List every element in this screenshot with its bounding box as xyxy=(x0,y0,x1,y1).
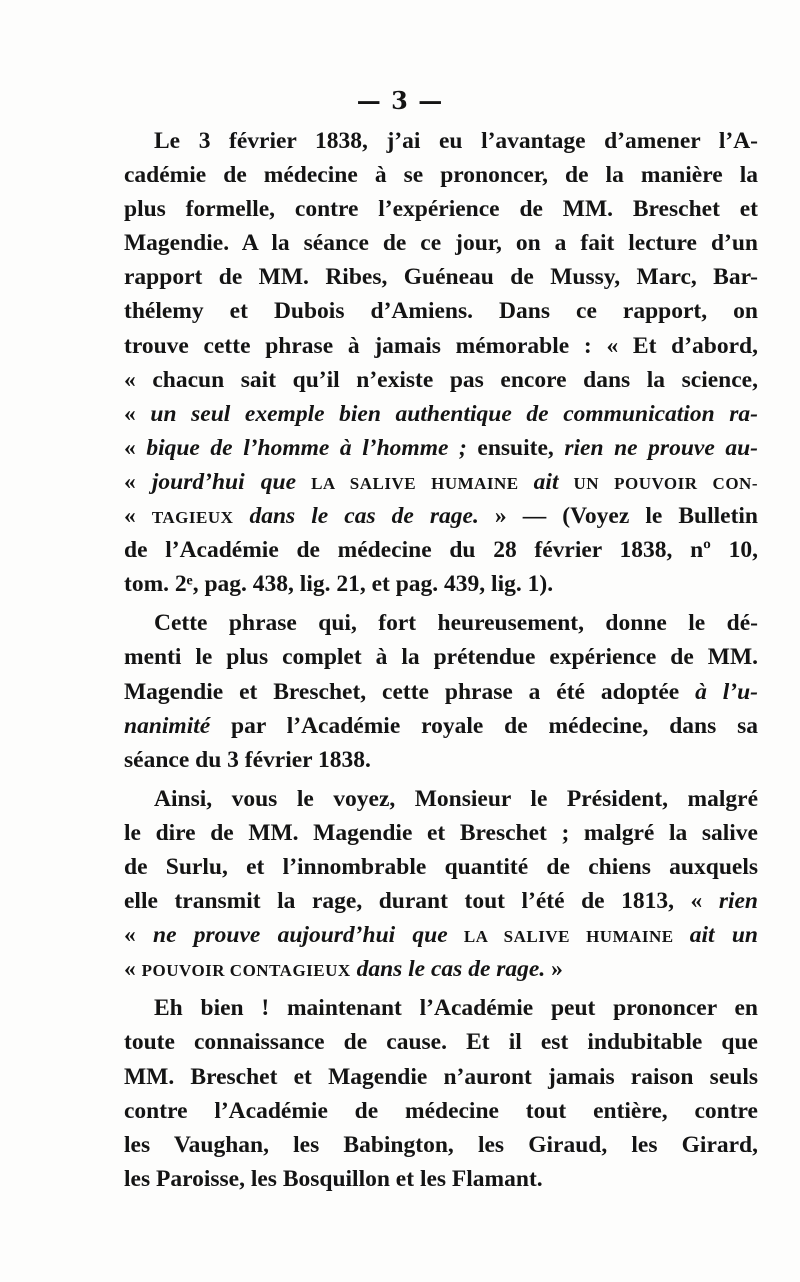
text-segment: thélemy et Dubois d’Amiens. Dans ce rapport, on xyxy=(124,298,758,325)
text-segment: les Vaughan, les Babington, les Giraud, les Girard, xyxy=(124,1131,758,1158)
text-segment: rapport de MM. Ribes, Guéneau de Mussy, Marc, Bar- xyxy=(124,264,758,291)
text-segment: par l’Académie royale de médecine, dans sa xyxy=(210,712,758,739)
text-line xyxy=(124,782,758,816)
text-segment: Magendie. A la séance de ce jour, on a fait lecture d’un xyxy=(124,230,758,257)
text-segment: Magendie et Breschet, cette phrase a été adoptée xyxy=(124,678,696,705)
text-segment: ensuite, xyxy=(466,434,565,461)
text-segment: toute connaissance de cause. Et il est indubitable que xyxy=(124,1029,758,1056)
small-caps-text: LA SALIVE HUMAINE xyxy=(296,473,534,493)
text-line xyxy=(124,363,758,397)
text-line xyxy=(124,816,758,850)
small-caps-text: TAGIEUX xyxy=(151,508,234,528)
text-segment: le dire de MM. Magendie et Breschet ; malgré la salive xyxy=(124,819,758,846)
italic-text: ne prouve aujourd’hui que xyxy=(153,922,448,949)
text-segment: plus formelle, contre l’expérience de MM. Breschet et xyxy=(124,196,758,223)
italic-text: rien ne prouve au- xyxy=(564,434,758,461)
text-line xyxy=(124,1025,758,1059)
text-line xyxy=(124,640,758,674)
italic-text: nanimité xyxy=(124,712,211,739)
text-line xyxy=(124,1162,758,1196)
text-line xyxy=(124,884,758,918)
text-segment: les Paroisse, les Bosquillon et les Flamant. xyxy=(124,1165,543,1192)
body-text xyxy=(124,124,758,1196)
text-segment: elle transmit la rage, durant tout l’été de 1813, « xyxy=(124,888,719,915)
text-line xyxy=(124,709,758,743)
italic-text: un seul exemple bien authentique de communication ra- xyxy=(150,400,758,427)
text-segment: « xyxy=(124,956,142,983)
text-segment: « xyxy=(124,400,151,427)
small-caps-text: LA SALIVE HUMAINE xyxy=(447,927,690,947)
text-line xyxy=(124,329,758,363)
text-line xyxy=(124,850,758,884)
italic-text: jourd’hui que xyxy=(151,468,297,495)
text-line xyxy=(124,226,758,260)
small-caps-text: UN POUVOIR CON- xyxy=(558,473,758,493)
italic-text: à l’u- xyxy=(695,678,759,705)
text-segment: de l’Académie de médecine du 28 février 1838, nº 10, xyxy=(124,537,758,564)
text-line xyxy=(124,397,758,431)
text-segment: MM. Breschet et Magendie n’auront jamais raison seuls xyxy=(124,1063,758,1090)
italic-text: ait un xyxy=(689,922,758,949)
text-segment: cadémie de médecine à se prononcer, de la manière la xyxy=(124,162,758,189)
page-number: — 3 — xyxy=(356,86,444,115)
italic-text: ait xyxy=(533,468,559,495)
text-segment: menti le plus complet à la prétendue expérience de MM. xyxy=(124,644,758,671)
italic-text: bique de l’homme à l’homme ; xyxy=(146,434,467,461)
text-line xyxy=(124,1094,758,1128)
text-line xyxy=(124,991,758,1025)
text-segment xyxy=(233,503,249,529)
text-segment: contre l’Académie de médecine tout entière, contre xyxy=(124,1097,758,1124)
text-line xyxy=(124,158,758,192)
text-segment: Ainsi, vous le voyez, Monsieur le Président, malgré xyxy=(154,785,758,812)
text-line xyxy=(124,1128,758,1162)
text-line xyxy=(124,294,758,328)
text-segment: « xyxy=(124,468,152,495)
text-line xyxy=(124,675,758,709)
text-line xyxy=(124,431,758,465)
text-segment: trouve cette phrase à jamais mémorable : « Et d’abord, xyxy=(124,332,758,359)
text-segment: » xyxy=(545,956,563,983)
text-line xyxy=(124,533,758,567)
text-segment: Cette phrase qui, fort heureusement, donne le dé- xyxy=(154,610,758,637)
text-line xyxy=(124,743,758,777)
text-segment: Le 3 février 1838, j’ai eu l’avantage d’amener l’A- xyxy=(154,128,758,154)
italic-text: rien xyxy=(718,888,758,915)
text-segment: « chacun sait qu’il n’existe pas encore dans la science, xyxy=(124,366,758,393)
text-line xyxy=(124,918,758,952)
text-line xyxy=(124,606,758,640)
text-line xyxy=(124,499,758,533)
text-line xyxy=(124,124,758,158)
text-line xyxy=(124,465,758,499)
text-segment: Eh bien ! maintenant l’Académie peut prononcer en xyxy=(154,995,758,1022)
text-line xyxy=(124,260,758,294)
text-line xyxy=(124,567,758,601)
text-line xyxy=(124,1060,758,1094)
text-segment: « xyxy=(124,503,152,530)
text-segment: « xyxy=(124,434,147,461)
small-caps-text: POUVOIR CONTAGIEUX xyxy=(141,961,351,981)
text-segment: séance du 3 février 1838. xyxy=(124,746,371,773)
text-line xyxy=(124,952,758,986)
text-segment: tom. 2ᵉ, pag. 438, lig. 21, et pag. 439, lig. 1). xyxy=(124,571,554,598)
text-segment: » — (Voyez le Bulletin xyxy=(478,503,759,530)
italic-text: dans le cas de rage. xyxy=(249,503,479,530)
text-segment: « xyxy=(124,922,154,949)
text-line xyxy=(124,192,758,226)
text-segment: de Surlu, et l’innombrable quantité de chiens auxquels xyxy=(124,853,758,880)
italic-text: dans le cas de rage. xyxy=(356,956,546,983)
